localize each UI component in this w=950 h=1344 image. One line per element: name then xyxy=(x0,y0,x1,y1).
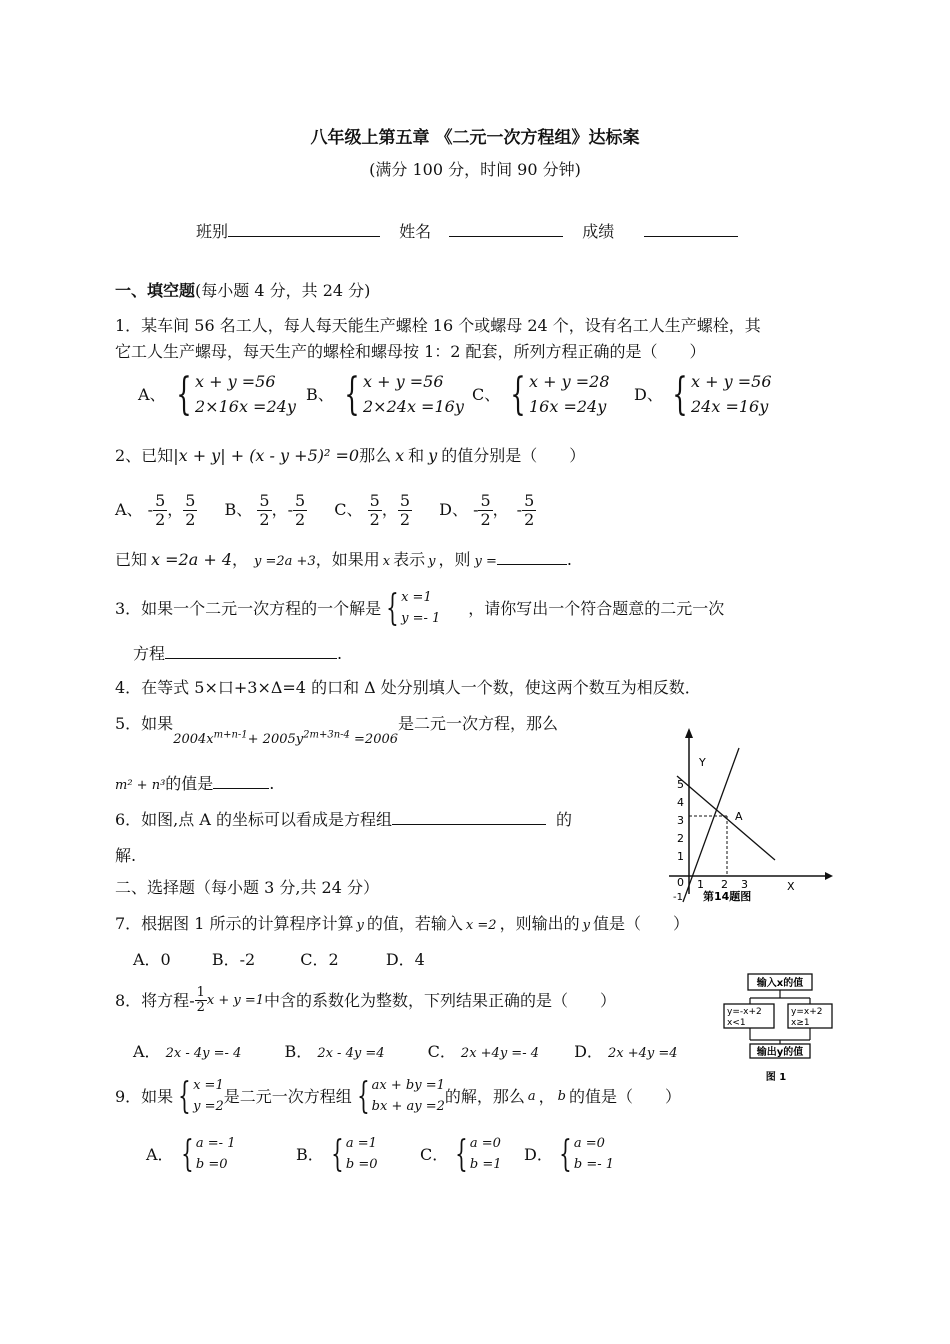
page-title: 八年级上第五章 《二元一次方程组》达标案 xyxy=(310,128,640,148)
q2-options xyxy=(115,492,536,528)
q1-text-line1: 1．某车间 56 名工人，每人每天能生产螺栓 16 个或螺母 24 个，设有名工人生产螺栓，其 xyxy=(115,316,761,335)
q8-options xyxy=(133,1042,678,1062)
point-a-label: A xyxy=(735,810,743,823)
q7-option-b[interactable]: B．-2 xyxy=(211,950,256,969)
name-blank[interactable] xyxy=(449,220,563,237)
q2b-answer-blank[interactable] xyxy=(497,548,567,565)
q5-answer-blank[interactable] xyxy=(213,772,269,789)
class-label: 班别 xyxy=(196,222,229,241)
q2-option-d[interactable]: D、 - $\frac{5}{2}$ ， - $\frac{5}{2}$ xyxy=(439,491,535,529)
q3-answer-blank[interactable] xyxy=(165,642,337,659)
q9-option-d[interactable]: D． { a =0 b =- 1 xyxy=(524,1133,615,1175)
q2-option-b[interactable]: B、 $\frac{5}{2}$ ，- $\frac{5}{2}$ xyxy=(224,491,306,529)
flow-left-cond: x<1 xyxy=(727,1018,746,1028)
q7-stem: 7．根据图 1 所示的计算程序计算 y 的值，若输入 x =2 ，则输出的 y 值是（ ） xyxy=(115,914,689,933)
q9-stem: 9．如果 { x =1 y =2 是二元一次方程组 { ax + by =1 bx + ay =2 的解，那么 a ， b 的值是（ ） xyxy=(115,1075,681,1117)
line-1 xyxy=(677,776,775,860)
flowchart-figure xyxy=(720,968,840,1086)
q6-stem: 6．如图,点 A 的坐标可以看成是方程组 的 xyxy=(115,810,573,829)
y-tick-3: 3 xyxy=(677,814,684,827)
q9-option-c[interactable]: C． { a =0 b =1 xyxy=(420,1133,502,1175)
x-axis-arrow xyxy=(825,872,833,880)
q2b-stem: 已知 x =2a + 4， y =2a +3，如果用 x 表示 y ，则 y = . xyxy=(115,550,572,569)
flow-right-rule: y=x+2 xyxy=(791,1007,823,1017)
y-tick-5: 5 xyxy=(677,778,684,791)
flow-right-cond: x≥1 xyxy=(791,1018,810,1028)
line-2 xyxy=(683,748,739,902)
q2-option-a[interactable]: A、 - $\frac{5}{2}$ ， $\frac{5}{2}$ xyxy=(115,491,196,529)
x-tick-2: 2 xyxy=(721,878,728,891)
q1-option-a[interactable]: A、 { x + y =56 2×16x =24y xyxy=(138,368,296,420)
neg-tick: -1 xyxy=(673,892,683,903)
score-label: 成绩 xyxy=(582,222,615,241)
name-label: 姓名 xyxy=(399,222,432,241)
x-tick-3: 3 xyxy=(741,878,748,891)
q6-answer-blank[interactable] xyxy=(392,808,546,825)
flow-left-rule: y=-x+2 xyxy=(727,1007,762,1017)
flow-input-label: 输入x的值 xyxy=(756,978,804,989)
origin-label: 0 xyxy=(677,876,684,889)
q1-option-c[interactable]: C、 { x + y =28 16x =24y xyxy=(472,368,610,420)
q2-stem: 2、已知|x + y| + (x - y +5)² =0那么 x 和 y 的值分别是（ ） xyxy=(115,446,586,465)
q5-stem: 5．如果$_{2004x^{m+n-1}+ 2005y^{2m+3n-4} =2006}$是二元一次方程，那么 xyxy=(115,714,559,747)
q8-option-a[interactable]: A． 2x - 4y =- 4 xyxy=(133,1042,242,1061)
y-tick-1: 1 xyxy=(677,850,684,863)
q8-option-d[interactable]: D． 2x +4y =4 xyxy=(574,1042,678,1061)
class-blank[interactable] xyxy=(228,220,380,237)
x-axis-label: X xyxy=(787,880,795,893)
q4-text: 4．在等式 5×口+3×Δ=4 的口和 Δ 处分别填人一个数，使这两个数互为相反数． xyxy=(115,678,701,697)
q8-option-b[interactable]: B． 2x - 4y =4 xyxy=(284,1042,385,1061)
y-axis-arrow xyxy=(685,728,693,738)
info-row xyxy=(196,220,738,241)
q5-line2: m² + n³的值是 . xyxy=(115,774,275,793)
q6-line2: 解. xyxy=(115,846,137,865)
page-subtitle: (满分 100 分，时间 90 分钟) xyxy=(369,160,581,179)
q3-stem: 3．如果一个二元一次方程的一个解是 { x =1 y =- 1 ，请你写出一个符合题意的二元一次 xyxy=(115,587,725,629)
q9-option-a[interactable]: A． { a =- 1 b =0 xyxy=(146,1133,236,1175)
coordinate-graph xyxy=(655,724,835,904)
q2-option-c[interactable]: C、 $\frac{5}{2}$ ， $\frac{5}{2}$ xyxy=(334,491,411,529)
flow-output-label: 输出y的值 xyxy=(756,1047,804,1058)
section2-heading: 二、选择题（每小题 3 分,共 24 分） xyxy=(115,878,379,897)
y-axis-label: Y xyxy=(699,756,706,769)
x-tick-1: 1 xyxy=(697,878,704,891)
graph-caption: 第14题图 xyxy=(703,890,752,903)
q9-option-b[interactable]: B． { a =1 b =0 xyxy=(296,1133,378,1175)
q1-option-b[interactable]: B、 { x + y =56 2×24x =16y xyxy=(306,368,464,420)
q7-option-c[interactable]: C．2 xyxy=(300,950,339,969)
y-tick-2: 2 xyxy=(677,832,684,845)
q7-option-d[interactable]: D．4 xyxy=(385,950,425,969)
y-tick-4: 4 xyxy=(677,796,684,809)
q7-option-a[interactable]: A．0 xyxy=(133,950,171,969)
q7-options xyxy=(133,950,425,969)
score-blank[interactable] xyxy=(644,220,738,237)
q1-option-d[interactable]: D、 { x + y =56 24x =16y xyxy=(634,368,772,420)
flow-caption: 图 1 xyxy=(765,1072,787,1083)
q8-stem: 8．将方程- $\frac{1}{2}$ x + y =1中含的系数化为整数，下列结果正确的是（ ） xyxy=(115,985,617,1016)
q1-text-line2: 它工人生产螺母，每天生产的螺栓和螺母按 1：2 配套，所列方程正确的是（ ） xyxy=(115,342,706,361)
section1-heading: 一、填空题(每小题 4 分，共 24 分) xyxy=(115,281,371,300)
q3-line2: 方程 . xyxy=(133,644,343,663)
q8-option-c[interactable]: C． 2x +4y =- 4 xyxy=(427,1042,539,1061)
